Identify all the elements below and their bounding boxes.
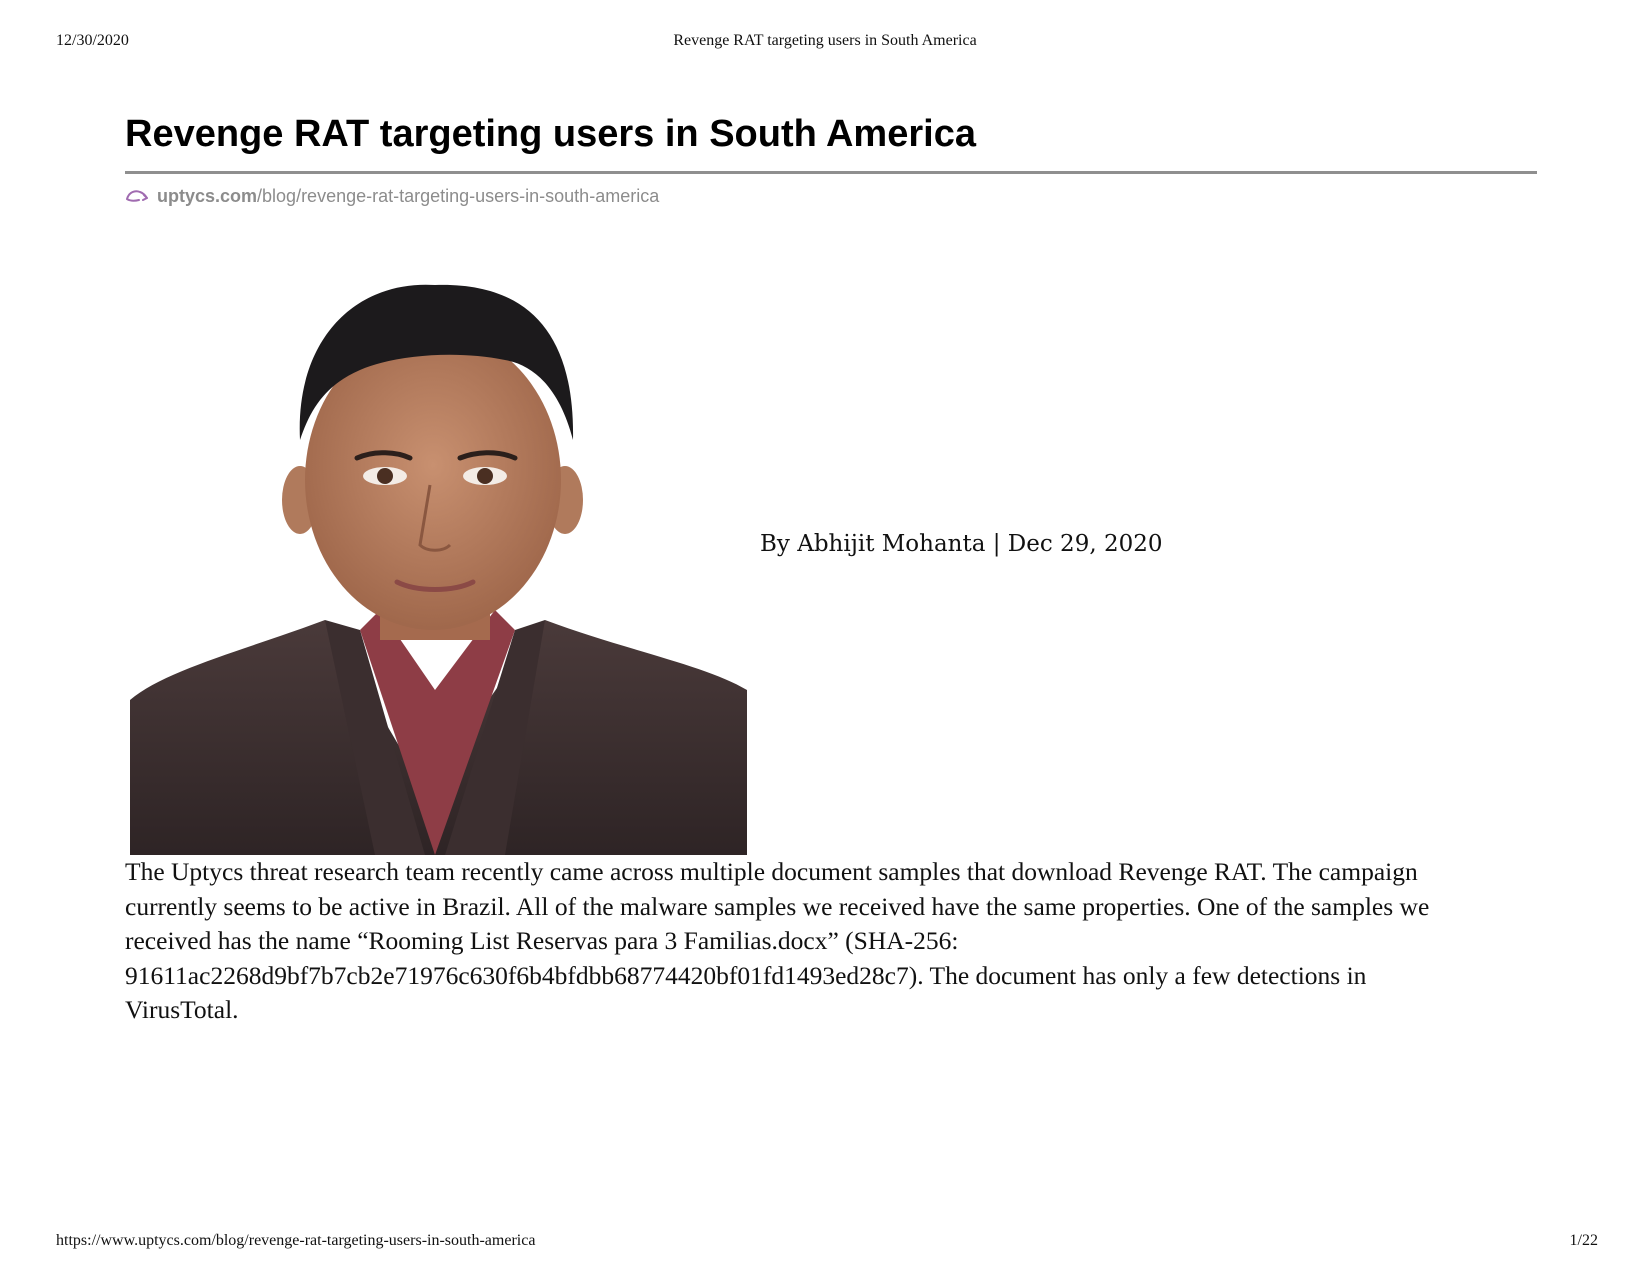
- author-photo: [125, 270, 747, 855]
- paragraph-line: received has the name “Rooming List Reservas para 3 Familias.docx” (SHA-256:: [125, 926, 959, 955]
- title-divider: [125, 171, 1537, 174]
- paragraph-line: 91611ac2268d9bf7b7cb2e71976c630f6b4bfdbb68774420bf01fd1493ed28c7). The document has only a few detections in: [125, 960, 1367, 990]
- print-page-title: Revenge RAT targeting users in South America: [673, 32, 977, 49]
- paragraph-line: currently seems to be active in Brazil. All of the malware samples we received have the same properties. One of the samples we: [125, 891, 1430, 921]
- page-number: 1/22: [1569, 1232, 1598, 1249]
- link-icon: [125, 187, 149, 205]
- author-portrait-illustration: [125, 270, 747, 855]
- print-footer-url: https://www.uptycs.com/blog/revenge-rat-targeting-users-in-south-america: [56, 1232, 536, 1249]
- intro-paragraph: [125, 855, 1545, 1028]
- paragraph-line: VirusTotal.: [125, 995, 239, 1024]
- source-link[interactable]: [125, 184, 659, 208]
- source-path[interactable]: /blog/revenge-rat-targeting-users-in-south-america: [257, 185, 660, 206]
- article-title: Revenge RAT targeting users in South America: [125, 113, 976, 155]
- byline: By Abhijit Mohanta | Dec 29, 2020: [760, 531, 1163, 557]
- print-date: 12/30/2020: [56, 32, 129, 49]
- paragraph-line: The Uptycs threat research team recently came across multiple document samples that download Revenge RAT. The campaign: [125, 857, 1418, 886]
- source-domain[interactable]: uptycs.com: [157, 185, 258, 206]
